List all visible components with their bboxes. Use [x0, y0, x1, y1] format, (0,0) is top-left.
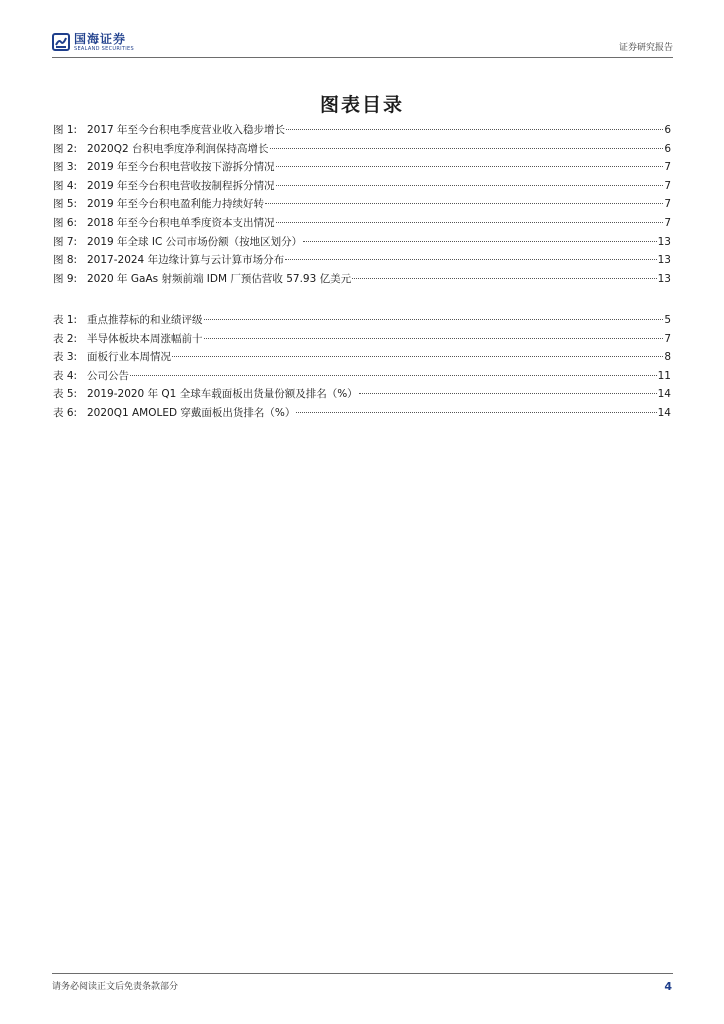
dot-leader [204, 338, 664, 339]
header-divider [52, 57, 673, 58]
footer-divider [52, 973, 673, 974]
toc-text: 2018 年至今台积电单季度资本支出情况 [87, 216, 275, 229]
toc-label: 表 3: [53, 351, 78, 364]
toc-entry-figure-2[interactable] [53, 141, 671, 160]
toc-text: 半导体板块本周涨幅前十 [87, 332, 203, 345]
dot-leader [204, 319, 664, 320]
toc-label: 图 5: [53, 198, 78, 211]
dot-leader [303, 241, 656, 242]
toc-label: 表 2: [53, 332, 78, 345]
toc-label: 表 1: [53, 314, 78, 326]
toc-entry-table-4[interactable] [53, 368, 671, 387]
toc-page: 13 [657, 235, 671, 248]
table-list [53, 312, 671, 424]
toc-entry-figure-8[interactable] [53, 252, 671, 271]
toc-label: 图 8: [53, 254, 78, 267]
toc-entry-table-2[interactable] [53, 331, 671, 350]
toc-page: 5 [664, 314, 671, 326]
toc-page: 14 [657, 388, 671, 401]
toc-label: 图 1: [53, 124, 78, 136]
toc-label: 图 2: [53, 142, 78, 155]
toc-text: 2020Q1 AMOLED 穿戴面板出货排名（%） [87, 406, 296, 419]
toc-label: 表 6: [53, 406, 78, 419]
report-type: 证券研究报告 [618, 43, 673, 53]
disclaimer-note: 请务必阅读正文后免责条款部分 [52, 982, 179, 992]
toc-label: 图 6: [53, 216, 78, 229]
toc-page: 7 [664, 179, 671, 192]
toc-entry-figure-3[interactable] [53, 159, 671, 178]
toc-page: 13 [657, 272, 671, 285]
toc-label: 图 3: [53, 161, 78, 174]
dot-leader [130, 375, 657, 376]
toc-page: 14 [657, 406, 671, 419]
toc-text: 公司公告 [87, 369, 129, 382]
dot-leader [276, 222, 664, 223]
toc-label: 图 9: [53, 272, 78, 285]
toc-entry-figure-9[interactable] [53, 271, 671, 290]
toc-entry-figure-6[interactable] [53, 215, 671, 234]
dot-leader [352, 278, 657, 279]
toc-label: 表 5: [53, 388, 78, 401]
dot-leader [172, 356, 663, 357]
toc-text: 2017-2024 年边缘计算与云计算市场分布 [87, 254, 285, 267]
toc-text: 2019 年至今台积电营收按下游拆分情况 [87, 161, 275, 174]
toc-entry-figure-5[interactable] [53, 196, 671, 215]
toc-text: 2019-2020 年 Q1 全球车载面板出货量份额及排名（%） [87, 388, 358, 401]
toc-text: 重点推荐标的和业绩评级 [87, 314, 203, 326]
toc-label: 表 4: [53, 369, 78, 382]
toc-text: 面板行业本周情况 [87, 351, 171, 364]
page-number: 4 [664, 980, 672, 993]
dot-leader [359, 393, 657, 394]
toc-entry-figure-1[interactable] [53, 122, 671, 141]
page-header [52, 30, 673, 58]
figure-list [53, 122, 671, 289]
toc-entry-table-3[interactable] [53, 349, 671, 368]
toc-page: 11 [657, 369, 671, 382]
toc-page: 6 [664, 142, 671, 155]
toc-text: 2019 年全球 IC 公司市场份额（按地区划分） [87, 235, 303, 248]
company-logo [52, 30, 134, 54]
toc-entry-table-1[interactable] [53, 312, 671, 331]
dot-leader [286, 129, 663, 130]
toc-entry-table-5[interactable] [53, 386, 671, 405]
dot-leader [296, 412, 656, 413]
toc-text: 2017 年至今台积电季度营业收入稳步增长 [87, 124, 286, 136]
toc-page: 7 [664, 216, 671, 229]
dot-leader [270, 148, 664, 149]
logo-en-text: SEALAND SECURITIES [74, 45, 134, 52]
toc-text: 2020 年 GaAs 射频前端 IDM 厂预估营收 57.93 亿美元 [87, 272, 352, 285]
toc-entry-figure-7[interactable] [53, 234, 671, 253]
toc-page: 7 [664, 332, 671, 345]
logo-cn-text: 国海证券 [74, 31, 127, 46]
toc-entry-figure-4[interactable] [53, 178, 671, 197]
toc-page: 7 [664, 198, 671, 211]
toc-label: 图 4: [53, 179, 78, 192]
dot-leader [276, 166, 664, 167]
dot-leader [265, 203, 663, 204]
dot-leader [276, 185, 664, 186]
toc-text: 2019 年至今台积电盈利能力持续好转 [87, 198, 265, 211]
toc-page: 6 [664, 124, 671, 136]
toc-page: 13 [657, 254, 671, 267]
toc-entry-table-6[interactable] [53, 405, 671, 424]
toc-text: 2019 年至今台积电营收按制程拆分情况 [87, 179, 275, 192]
toc-page: 8 [664, 351, 671, 364]
sealand-logo-icon [52, 33, 70, 51]
toc-label: 图 7: [53, 235, 78, 248]
toc-page: 7 [664, 161, 671, 174]
dot-leader [285, 259, 657, 260]
toc-title: 图表目录 [319, 94, 404, 116]
toc-text: 2020Q2 台积电季度净利润保持高增长 [87, 142, 269, 155]
